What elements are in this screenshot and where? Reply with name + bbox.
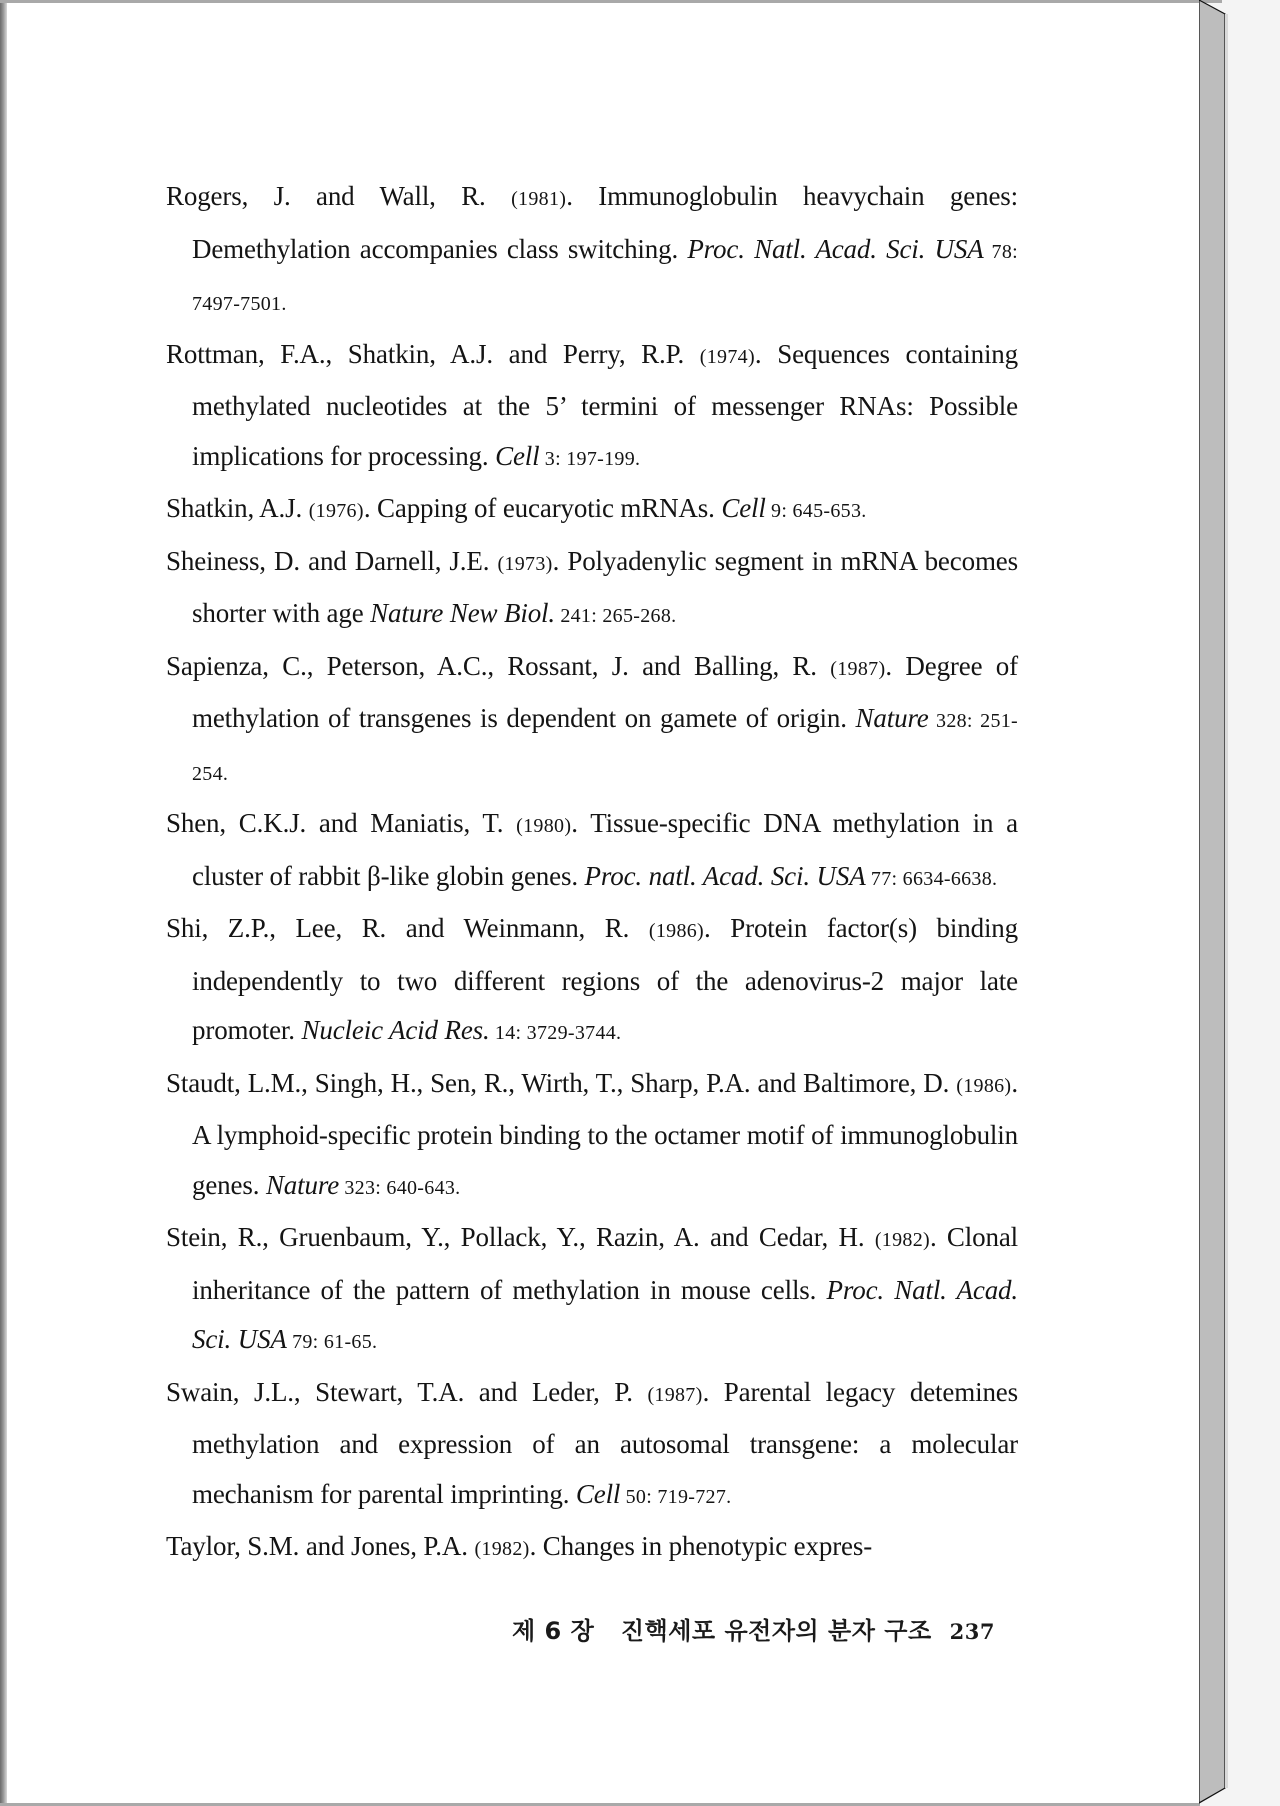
reference-entry (166, 1368, 1018, 1523)
ref-year: (1982) (474, 1538, 530, 1560)
page-left-edge (0, 3, 7, 1806)
ref-volume: 14: 3729-3744. (489, 1022, 622, 1044)
ref-title: . Capping of eucaryotic mRNAs. (363, 493, 722, 523)
ref-title: . Clonal inheritance of the pattern of methylation in mouse cells. (192, 1222, 1019, 1305)
reference-list (166, 172, 1018, 1575)
ref-journal: Cell (495, 440, 540, 471)
ref-journal: Proc. Natl. Acad. Sci. USA (192, 1274, 1019, 1354)
ref-year: (1980) (516, 815, 572, 837)
chapter-title: 진핵세포 유전자의 분자 구조 (620, 1617, 932, 1645)
ref-volume: 50: 719-727. (620, 1485, 732, 1508)
reference-entry (166, 537, 1018, 642)
ref-authors: Sheiness, D. and Darnell, J.E. (166, 545, 490, 576)
reference-entry (166, 330, 1018, 485)
ref-year: (1974) (699, 345, 755, 368)
ref-title: . Tissue-specific DNA methylation in a cluster of rabbit β-like globin genes. (192, 808, 1018, 891)
reference-entry (166, 799, 1018, 904)
page-number: 237 (949, 1619, 995, 1644)
ref-year: (1976) (308, 500, 364, 522)
ref-title: . Immunoglobulin heavychain genes: Demethylation accompanies class switching. (192, 181, 1018, 264)
ref-year: (1973) (497, 552, 553, 575)
ref-volume: 241: 265-268. (555, 605, 677, 627)
ref-authors: Taylor, S.M. and Jones, P.A. (166, 1531, 468, 1561)
ref-volume: 3: 197-199. (539, 447, 641, 470)
ref-authors: Shatkin, A.J. (166, 493, 303, 523)
reference-entry (166, 172, 1018, 330)
ref-title: . Sequences containing methylated nucleotides at the 5’ termini of messenger RNAs: Possible implications for processing. (192, 338, 1018, 471)
ref-authors: Stein, R., Gruenbaum, Y., Pollack, Y., Razin, A. and Cedar, H. (166, 1222, 865, 1252)
page-curl-edge (1199, 0, 1229, 1806)
ref-year: (1987) (830, 657, 886, 680)
ref-volume: 328: 251-254. (192, 710, 1019, 785)
running-footer (512, 1611, 995, 1646)
ref-journal: Nature New Biol. (370, 598, 556, 628)
ref-journal: Cell (575, 1478, 621, 1509)
ref-title: . Parental legacy detemines methylation and expression of an autosomal transgene: a molecular mechanism for parental imprinting. (192, 1376, 1018, 1509)
ref-authors: Sapienza, C., Peterson, A.C., Rossant, J. and Balling, R. (166, 650, 817, 681)
ref-authors: Shi, Z.P., Lee, R. and Weinmann, R. (166, 913, 630, 943)
ref-year: (1986) (956, 1074, 1012, 1097)
ref-volume: 78: 7497-7501. (192, 240, 1019, 315)
ref-journal: Proc. natl. Acad. Sci. USA (584, 860, 866, 891)
ref-authors: Shen, C.K.J. and Maniatis, T. (166, 808, 504, 838)
ref-title: . Changes in phenotypic expres- (529, 1531, 873, 1561)
ref-year: (1986) (648, 920, 705, 942)
ref-journal: Cell (721, 493, 766, 523)
ref-journal: Proc. Natl. Acad. Sci. USA (687, 233, 984, 264)
reference-entry (166, 904, 1018, 1059)
reference-entry (166, 1213, 1018, 1368)
ref-year: (1982) (874, 1229, 930, 1251)
ref-year: (1981) (511, 188, 567, 210)
chapter-label: 제 6 장 (512, 1617, 595, 1645)
ref-title: . Degree of methylation of transgenes is dependent on gamete of origin. (192, 650, 1018, 733)
ref-volume: 323: 640-643. (339, 1176, 461, 1199)
ref-authors: Staudt, L.M., Singh, H., Sen, R., Wirth, T., Sharp, P.A. and Baltimore, D. (166, 1067, 950, 1098)
reference-entry (166, 642, 1018, 800)
ref-journal: Nature (855, 703, 929, 733)
reference-entry (166, 1522, 1018, 1575)
ref-title: . Protein factor(s) binding independently to two different regions of the adenovirus-2 major late promoter. (192, 913, 1018, 1045)
ref-title: . Polyadenylic segment in mRNA becomes shorter with age (192, 545, 1018, 628)
ref-journal: Nucleic Acid Res. (301, 1015, 490, 1045)
ref-authors: Swain, J.L., Stewart, T.A. and Leder, P. (166, 1376, 633, 1407)
reference-entry (166, 1059, 1018, 1214)
ref-journal: Nature (265, 1169, 340, 1200)
reference-entry (166, 484, 1018, 537)
ref-volume: 77: 6634-6638. (865, 867, 998, 890)
ref-year: (1987) (647, 1383, 703, 1406)
ref-authors: Rottman, F.A., Shatkin, A.J. and Perry, R.P. (166, 338, 685, 369)
ref-volume: 79: 61-65. (286, 1331, 378, 1353)
ref-title: . A lymphoid-specific protein binding to the octamer motif of immunoglobulin genes. (192, 1067, 1018, 1200)
ref-authors: Rogers, J. and Wall, R. (166, 181, 486, 211)
ref-volume: 9: 645-653. (765, 500, 867, 522)
